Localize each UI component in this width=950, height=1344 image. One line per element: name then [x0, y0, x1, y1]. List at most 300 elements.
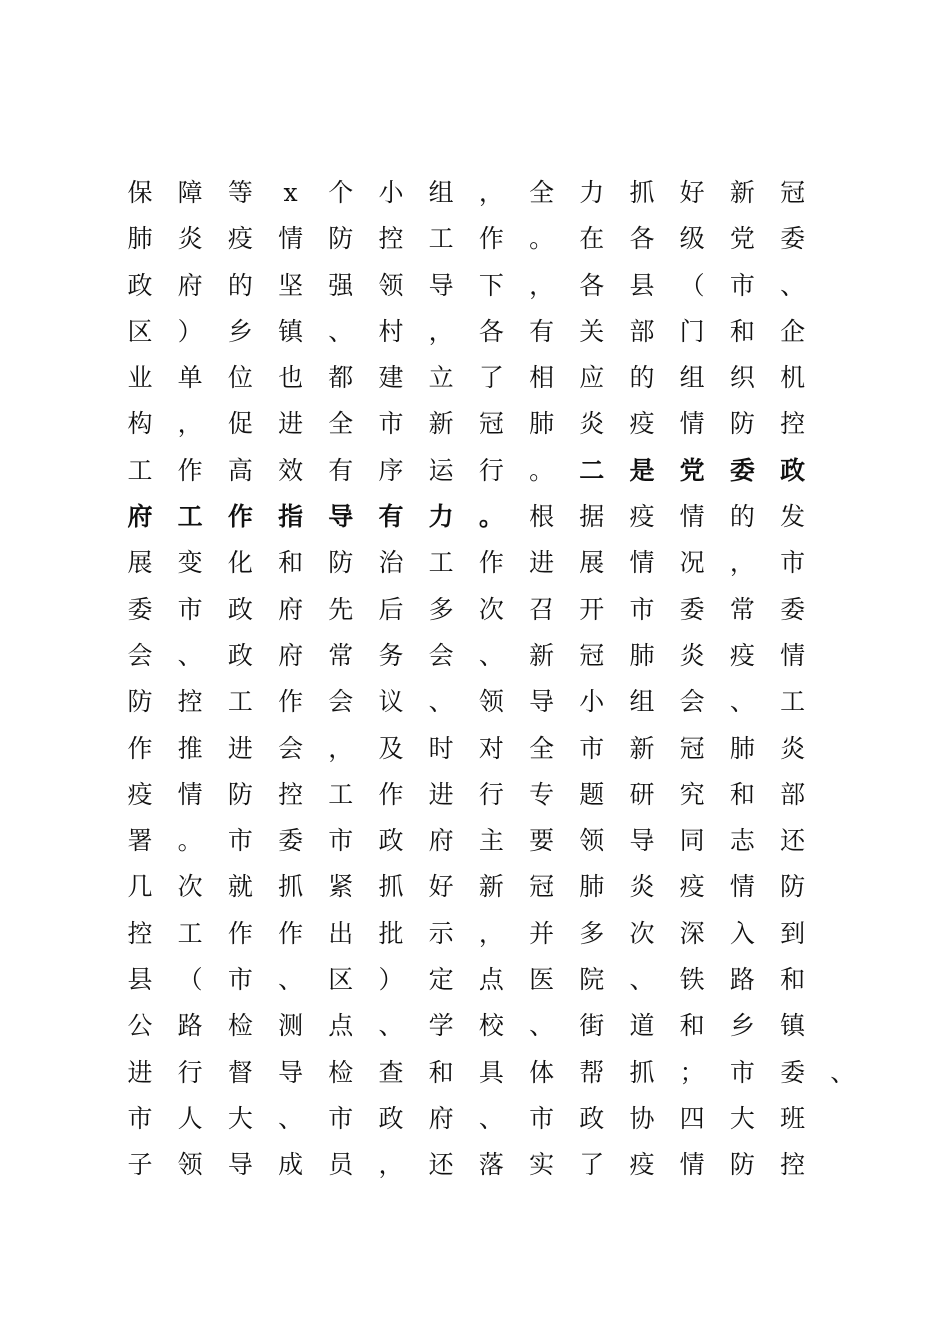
text-char: 部: [780, 779, 806, 809]
text-char: 冠: [478, 409, 504, 439]
text-char: 肺: [629, 640, 655, 670]
text-char: 炎: [629, 872, 655, 902]
text-char: 运: [428, 455, 454, 485]
text-char: ，: [177, 409, 203, 439]
text-line: [118, 170, 878, 216]
text-char: 业: [127, 363, 153, 393]
text-char: 展: [127, 548, 153, 578]
text-char: 工: [177, 918, 203, 948]
text-char: 及: [378, 733, 404, 763]
text-char: 公: [127, 1011, 153, 1041]
text-char: 工: [780, 687, 806, 717]
text-char: 党: [729, 224, 755, 254]
text-char: ，: [478, 918, 504, 948]
text-char: 疫: [629, 1150, 655, 1180]
text-char: （: [679, 270, 705, 300]
text-char: 题: [579, 779, 605, 809]
text-char: 领: [579, 826, 605, 856]
text-char: 和: [780, 965, 806, 995]
text-char: 委: [780, 224, 806, 254]
text-char: 政: [579, 1103, 605, 1133]
text-char: 还: [428, 1150, 454, 1180]
text-char: 委: [679, 594, 705, 624]
text-char: 研: [629, 779, 655, 809]
text-char: 会: [278, 733, 304, 763]
text-char: 入: [729, 918, 755, 948]
text-char: 控: [278, 779, 304, 809]
text-char: 个: [328, 178, 354, 207]
text-char: 了: [478, 363, 504, 393]
text-char: 。: [529, 224, 555, 254]
text-char: 疫: [227, 224, 253, 254]
text-char: 进: [529, 548, 555, 578]
text-char: 情: [278, 224, 304, 254]
text-char: 究: [679, 779, 705, 809]
text-char: 肺: [729, 733, 755, 763]
text-char: 并: [529, 918, 555, 948]
text-char: 况: [679, 548, 705, 578]
text-char: 镇: [780, 1011, 806, 1041]
text-char: 也: [278, 363, 304, 393]
text-char: 有: [529, 316, 555, 346]
text-char: 作: [227, 502, 253, 532]
text-char: 区: [127, 316, 153, 346]
text-char: 会: [679, 687, 705, 717]
text-char: 工: [328, 779, 354, 809]
text-char: 府: [177, 270, 203, 300]
text-line: [118, 587, 878, 633]
text-char: 政: [227, 594, 253, 624]
text-char: 坚: [278, 270, 304, 300]
text-char: 工: [127, 455, 153, 485]
text-char: 具: [478, 1057, 504, 1087]
text-char: 炎: [780, 733, 806, 763]
text-char: 市: [127, 1103, 153, 1133]
text-char: 先: [328, 594, 354, 624]
text-char: 就: [227, 872, 253, 902]
text-char: ，: [529, 270, 555, 300]
text-char: 委: [127, 594, 153, 624]
text-line: [118, 355, 878, 401]
text-char: 大: [227, 1103, 253, 1133]
text-char: 发: [780, 502, 806, 532]
text-char: 情: [679, 409, 705, 439]
text-char: 冠: [529, 872, 555, 902]
text-char: 。: [177, 826, 203, 856]
text-char: 疫: [127, 779, 153, 809]
text-char: 、: [278, 1103, 304, 1133]
text-char: 疫: [629, 409, 655, 439]
text-char: 和: [428, 1057, 454, 1087]
text-char: 都: [328, 363, 354, 393]
text-char: 领: [478, 687, 504, 717]
text-char: 村: [378, 316, 404, 346]
text-line: [118, 448, 878, 494]
text-char: 府: [428, 1103, 454, 1133]
text-char: 疫: [729, 640, 755, 670]
text-line: [118, 401, 878, 447]
text-char: 、: [278, 965, 304, 995]
text-char: 导: [328, 502, 354, 532]
text-char: 效: [278, 455, 304, 485]
text-char: 好: [679, 178, 705, 207]
text-char: 是: [629, 455, 655, 485]
text-char: 实: [529, 1150, 555, 1180]
text-char: 作: [278, 918, 304, 948]
text-char: 根: [529, 502, 555, 532]
text-line: [118, 726, 878, 772]
text-line: [118, 540, 878, 586]
text-char: 全: [529, 178, 555, 207]
text-char: 新: [478, 872, 504, 902]
text-char: 进: [227, 733, 253, 763]
text-char: 导: [278, 1057, 304, 1087]
text-char: 新: [428, 409, 454, 439]
text-char: 班: [780, 1103, 806, 1133]
text-char: 有: [378, 502, 404, 532]
text-char: 府: [127, 502, 153, 532]
text-char: 下: [478, 270, 504, 300]
text-char: 多: [428, 594, 454, 624]
text-char: 机: [780, 363, 806, 393]
text-line: [118, 633, 878, 679]
text-char: 委: [278, 826, 304, 856]
text-char: 和: [729, 779, 755, 809]
text-char: 控: [127, 918, 153, 948]
text-char: 了: [579, 1150, 605, 1180]
text-char: 次: [478, 594, 504, 624]
text-char: 同: [679, 826, 705, 856]
text-line: [118, 957, 878, 1003]
text-char: 炎: [177, 224, 203, 254]
text-char: 区: [328, 965, 354, 995]
text-char: 二: [579, 455, 605, 485]
text-char: 指: [278, 502, 304, 532]
text-char: 情: [629, 548, 655, 578]
text-char: 工: [227, 687, 253, 717]
text-char: 展: [579, 548, 605, 578]
text-char: 炎: [679, 640, 705, 670]
text-char: 深: [679, 918, 705, 948]
text-char: 导: [227, 1150, 253, 1180]
text-char: 防: [127, 687, 153, 717]
text-char: 府: [428, 826, 454, 856]
text-char: 作: [378, 779, 404, 809]
text-char: 大: [729, 1103, 755, 1133]
text-char: 情: [679, 1150, 705, 1180]
text-char: 力: [428, 502, 454, 532]
text-char: 、: [328, 316, 354, 346]
text-char: 人: [177, 1103, 203, 1133]
text-char: 抓: [629, 178, 655, 207]
text-line: [118, 309, 878, 355]
text-char: 肺: [579, 872, 605, 902]
text-char: 工: [428, 548, 454, 578]
text-char: 立: [428, 363, 454, 393]
text-char: 部: [629, 316, 655, 346]
text-char: 署: [127, 826, 153, 856]
text-char: 作: [278, 687, 304, 717]
text-char: 领: [177, 1150, 203, 1180]
text-char: 市: [328, 826, 354, 856]
text-char: 情: [177, 779, 203, 809]
text-char: 时: [428, 733, 454, 763]
text-char: ，: [328, 733, 354, 763]
text-char: 市: [579, 733, 605, 763]
text-char: 成: [278, 1150, 304, 1180]
text-char: （: [177, 965, 203, 995]
text-char: 会: [428, 640, 454, 670]
text-char: 控: [780, 409, 806, 439]
text-char: 后: [378, 594, 404, 624]
text-line: [118, 1142, 878, 1188]
text-char: 。: [529, 455, 555, 485]
text-char: 高: [227, 455, 253, 485]
text-char: 常: [328, 640, 354, 670]
text-char: 政: [780, 455, 806, 485]
text-char: 好: [428, 872, 454, 902]
text-char: 落: [478, 1150, 504, 1180]
text-char: 、: [428, 687, 454, 717]
text-char: 市: [177, 594, 203, 624]
text-char: 情: [729, 872, 755, 902]
text-char: 员: [328, 1150, 354, 1180]
text-char: 关: [579, 316, 605, 346]
text-char: 常: [729, 594, 755, 624]
text-char: ，: [378, 1150, 404, 1180]
text-char: 新: [629, 733, 655, 763]
text-char: 作: [478, 548, 504, 578]
text-char: 小: [579, 687, 605, 717]
text-char: 行: [478, 455, 504, 485]
text-char: 控: [780, 1150, 806, 1180]
text-line: [118, 864, 878, 910]
document-body: [118, 170, 878, 1189]
text-char: ）: [378, 965, 404, 995]
text-char: 和: [278, 548, 304, 578]
text-char: 、: [629, 965, 655, 995]
text-char: 新: [529, 640, 555, 670]
text-char: 作: [127, 733, 153, 763]
text-char: 镇: [278, 316, 304, 346]
text-char: 市: [227, 826, 253, 856]
text-char: 情: [780, 640, 806, 670]
text-char: 专: [529, 779, 555, 809]
text-char: 紧: [328, 872, 354, 902]
text-char: 进: [278, 409, 304, 439]
text-char: 政: [378, 826, 404, 856]
text-char: 议: [378, 687, 404, 717]
text-char: 各: [579, 270, 605, 300]
text-char: 新: [729, 178, 755, 207]
text-char: 防: [780, 872, 806, 902]
text-char: 、: [378, 1011, 404, 1041]
text-char: 、: [729, 687, 755, 717]
text-char: 次: [629, 918, 655, 948]
text-char: 全: [529, 733, 555, 763]
text-line: [118, 1050, 878, 1096]
text-char: 体: [529, 1057, 555, 1087]
text-char: 疫: [679, 872, 705, 902]
text-char: 医: [529, 965, 555, 995]
text-char: 促: [227, 409, 253, 439]
text-char: 级: [679, 224, 705, 254]
text-char: 县: [127, 965, 153, 995]
text-char: 抓: [278, 872, 304, 902]
text-char: 路: [729, 965, 755, 995]
text-char: 市: [729, 1057, 755, 1087]
text-char: 控: [177, 687, 203, 717]
text-char: 会: [328, 687, 354, 717]
text-char: 进: [127, 1057, 153, 1087]
text-char: 、: [830, 1057, 856, 1087]
text-char: 织: [729, 363, 755, 393]
text-char: 防: [729, 409, 755, 439]
text-char: 保: [127, 178, 153, 207]
text-char: 、: [529, 1011, 555, 1041]
text-char: 市: [328, 1103, 354, 1133]
text-char: 次: [177, 872, 203, 902]
text-char: 冠: [780, 178, 806, 207]
text-char: ；: [679, 1057, 705, 1087]
text-char: 务: [378, 640, 404, 670]
text-char: 组: [679, 363, 705, 393]
text-char: 治: [378, 548, 404, 578]
text-char: 帮: [579, 1057, 605, 1087]
text-char: 位: [227, 363, 253, 393]
text-char: 导: [428, 270, 454, 300]
text-char: 四: [679, 1103, 705, 1133]
text-char: 政: [378, 1103, 404, 1133]
text-char: 市: [780, 548, 806, 578]
text-char: 县: [629, 270, 655, 300]
text-char: 强: [328, 270, 354, 300]
text-char: 市: [729, 270, 755, 300]
text-char: 行: [177, 1057, 203, 1087]
text-char: x: [283, 178, 298, 207]
text-char: 的: [729, 502, 755, 532]
text-char: 进: [428, 779, 454, 809]
text-char: 、: [478, 1103, 504, 1133]
text-char: 序: [378, 455, 404, 485]
text-char: 和: [679, 1011, 705, 1041]
text-char: 会: [127, 640, 153, 670]
text-char: 批: [378, 918, 404, 948]
text-char: 还: [780, 826, 806, 856]
text-char: 点: [328, 1011, 354, 1041]
text-char: 院: [579, 965, 605, 995]
text-char: 疫: [629, 502, 655, 532]
text-line: [118, 494, 878, 540]
text-char: 组: [428, 178, 454, 207]
text-char: 志: [729, 826, 755, 856]
text-char: 委: [729, 455, 755, 485]
text-char: 府: [278, 594, 304, 624]
text-char: 委: [780, 1057, 806, 1087]
text-char: 工: [428, 224, 454, 254]
text-char: 、: [177, 640, 203, 670]
text-char: 市: [227, 965, 253, 995]
text-char: 肺: [529, 409, 555, 439]
text-char: 测: [278, 1011, 304, 1041]
text-char: 乡: [227, 316, 253, 346]
text-line: [118, 263, 878, 309]
text-char: 点: [478, 965, 504, 995]
text-char: 防: [328, 548, 354, 578]
text-char: 协: [629, 1103, 655, 1133]
text-char: 冠: [579, 640, 605, 670]
text-char: 各: [478, 316, 504, 346]
text-char: 开: [579, 594, 605, 624]
text-char: 查: [378, 1057, 404, 1087]
text-char: 各: [629, 224, 655, 254]
text-char: 全: [328, 409, 354, 439]
text-char: 抓: [378, 872, 404, 902]
text-char: 对: [478, 733, 504, 763]
text-char: 府: [278, 640, 304, 670]
text-char: 铁: [679, 965, 705, 995]
text-char: 定: [428, 965, 454, 995]
text-char: 校: [478, 1011, 504, 1041]
text-char: ）: [177, 316, 203, 346]
text-char: 、: [478, 640, 504, 670]
text-char: 情: [679, 502, 705, 532]
text-char: 建: [378, 363, 404, 393]
text-char: ，: [478, 178, 504, 207]
text-char: 检: [227, 1011, 253, 1041]
text-line: [118, 216, 878, 262]
text-char: 作: [227, 918, 253, 948]
text-char: 化: [227, 548, 253, 578]
text-char: 到: [780, 918, 806, 948]
text-char: 、: [780, 270, 806, 300]
text-char: 的: [629, 363, 655, 393]
text-char: 的: [227, 270, 253, 300]
text-char: 政: [127, 270, 153, 300]
text-char: 市: [529, 1103, 555, 1133]
text-char: 示: [428, 918, 454, 948]
text-char: 。: [478, 502, 504, 532]
text-char: 控: [378, 224, 404, 254]
text-char: 出: [328, 918, 354, 948]
text-char: 几: [127, 872, 153, 902]
text-char: 领: [378, 270, 404, 300]
text-char: 路: [177, 1011, 203, 1041]
text-char: 防: [227, 779, 253, 809]
text-char: 检: [328, 1057, 354, 1087]
text-char: 力: [579, 178, 605, 207]
text-char: 乡: [729, 1011, 755, 1041]
text-char: 相: [529, 363, 555, 393]
text-char: 召: [529, 594, 555, 624]
text-char: 门: [679, 316, 705, 346]
text-char: 政: [227, 640, 253, 670]
text-line: [118, 1096, 878, 1142]
text-char: 市: [629, 594, 655, 624]
text-char: 道: [629, 1011, 655, 1041]
text-char: 炎: [579, 409, 605, 439]
text-char: 行: [478, 779, 504, 809]
text-char: 单: [177, 363, 203, 393]
text-char: 有: [328, 455, 354, 485]
text-char: 构: [127, 409, 153, 439]
text-char: 抓: [629, 1057, 655, 1087]
text-char: 应: [579, 363, 605, 393]
text-char: 防: [328, 224, 354, 254]
text-char: 和: [729, 316, 755, 346]
text-char: 障: [177, 178, 203, 207]
text-char: 市: [378, 409, 404, 439]
